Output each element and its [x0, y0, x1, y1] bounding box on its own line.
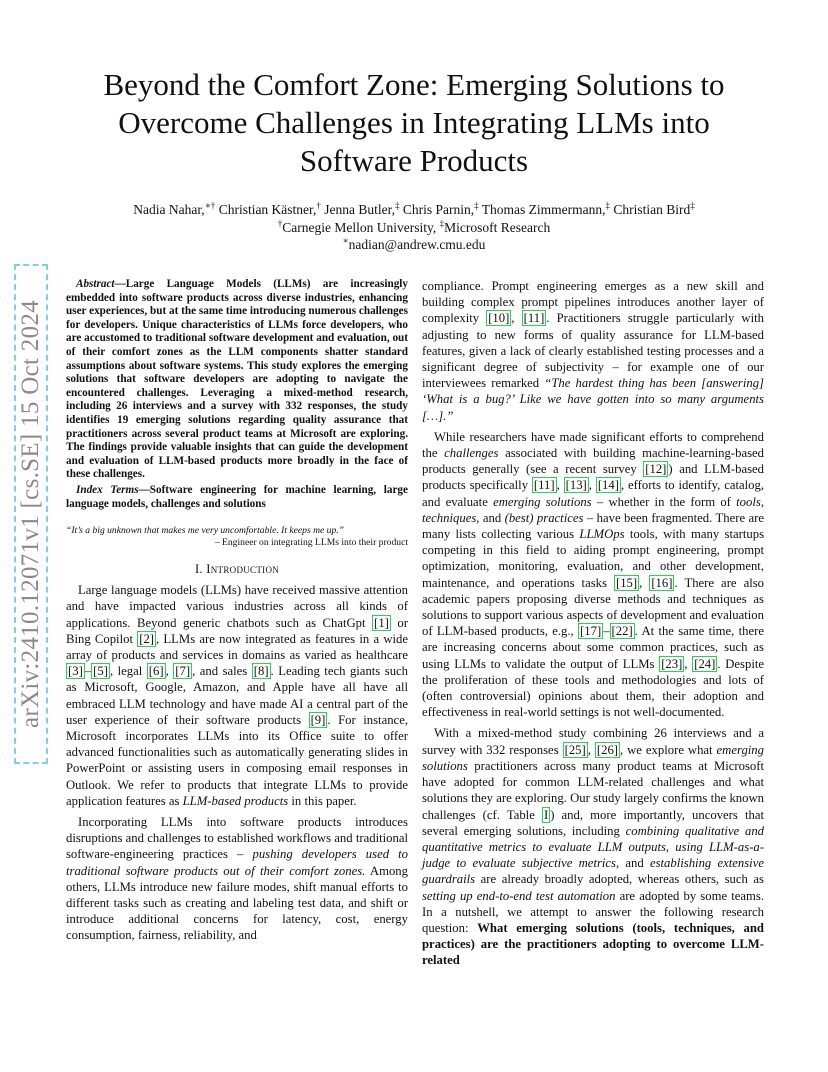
intro-paragraph-4	[422, 429, 764, 721]
text-run: are adopted by some teams. In a nutshell, we attempt to answer the following research question:	[422, 888, 764, 935]
text-run: in this paper.	[288, 793, 357, 808]
text-run: – whether in the form of	[591, 494, 737, 509]
intro-paragraph-3	[422, 278, 764, 424]
emphasis: challenges	[444, 446, 499, 461]
abstract-label: Abstract	[76, 278, 115, 290]
citation-link[interactable]: [5]	[93, 664, 108, 679]
index-terms-label: Index Terms	[76, 483, 139, 496]
text-run: With a mixed-method study combining 26 interviews and a survey with 332 responses	[422, 726, 764, 757]
citation-link[interactable]: [11]	[523, 311, 545, 326]
index-terms	[66, 484, 408, 511]
text-run: ,	[684, 656, 693, 671]
citation-link[interactable]: [17]	[580, 624, 602, 639]
citation-link[interactable]: [12]	[645, 462, 667, 477]
text-run: –	[603, 624, 610, 639]
emphasis: LLM-based products	[182, 793, 289, 808]
citation-link[interactable]: [8]	[253, 664, 269, 679]
text-run: ,	[588, 478, 596, 493]
text-run: . Leading tech giants such as Microsoft, Google, Amazon, and Apple have all have all embraced LLM technology and have made AI a central part of the user experience of their software products	[66, 664, 409, 727]
emphasis: LLMOps	[579, 527, 625, 542]
table-link[interactable]: I	[543, 807, 549, 822]
citation-link[interactable]: [1]	[374, 615, 389, 630]
text-run: or Bing Copilot	[66, 615, 408, 646]
text-run: –	[84, 664, 92, 679]
text-run: – have been fragmented. There are many lists collecting various	[422, 510, 764, 542]
email-address: nadian@andrew.cmu.edu	[348, 237, 486, 252]
text-run: ,	[665, 839, 676, 854]
text-run: While researchers have made significant efforts to comprehend the	[422, 429, 764, 461]
citation-link[interactable]: [2]	[139, 631, 155, 646]
text-run: , LLMs are now integrated as features in a wide array of products and services in domains as varied as healthcare	[66, 631, 408, 662]
intro-paragraph-5	[422, 725, 764, 968]
author-name: Christian Bird	[613, 202, 691, 217]
author-name: Christian Kästner,	[218, 202, 317, 217]
citation-link[interactable]: [3]	[68, 664, 83, 679]
text-run: Incorporating LLMs into software products introduces disruptions and challenges to established workflows and traditional software-engineering practices –	[66, 814, 408, 862]
citation-link[interactable]: [7]	[175, 664, 191, 679]
citation-link[interactable]: [23]	[661, 656, 683, 671]
left-column	[66, 278, 408, 949]
intro-paragraph-2	[66, 814, 408, 944]
author-name: Nadia Nahar,	[133, 202, 205, 217]
text-run: tools, with many startups competing in this field to aiding prompt engineering, prompt optimization, monitoring, evaluation, and other development, maintenance, and operations tasks	[422, 527, 765, 590]
emphasis: combining qualitative and quantitative metrics to evaluate LLM outputs	[422, 823, 765, 854]
author-name: Chris Parnin,	[402, 202, 475, 217]
section-numeral: I.	[194, 562, 203, 577]
citation-link[interactable]: [9]	[310, 712, 326, 727]
text-run: ) and, more importantly, uncovers that several emerging solutions, including	[422, 807, 764, 838]
author-mark: ∗†	[204, 200, 216, 211]
text-run: , and sales	[192, 664, 252, 679]
intro-paragraph-1	[66, 582, 408, 809]
title-line-1: Beyond the Comfort Zone: Emerging Solutions to	[103, 67, 725, 102]
affiliations	[60, 219, 768, 236]
section-title: Introduction	[206, 562, 280, 577]
text-run: ,	[760, 494, 764, 509]
arxiv-identifier-stamp	[14, 264, 48, 764]
author-mark: ‡	[605, 200, 610, 211]
affil-mark: ‡	[439, 218, 445, 229]
text-run: are already broadly adopted, whereas others, such as	[475, 872, 764, 887]
citation-link[interactable]: [25]	[564, 742, 586, 757]
emphasis: pushing developers used to traditional software products out of their comfort zones.	[66, 847, 408, 878]
emphasis: tools	[736, 494, 761, 509]
research-question: What emerging solutions (tools, techniques, and practices) are the practitioners adopting to overcome LLM-related	[422, 920, 764, 968]
text-run: Large language models (LLMs) have received massive attention and have impacted various industries across all kinds of applications. Beyond generic chatbots such as ChatGpt	[66, 583, 408, 630]
contact-email	[60, 236, 768, 253]
affil-mark: †	[277, 218, 283, 229]
emphasis: using LLM-as-a-judge to evaluate subjective metrics	[422, 839, 764, 871]
text-run: practitioners across many product teams at Microsoft have adopted for common LLM-related challenges and what solutions they are exploring. Our study largely confirms the known challenges (cf. Table	[422, 758, 764, 822]
text-run: ,	[587, 742, 595, 757]
epigraph-quote: “It’s a big unknown that makes me very uncomfortable. It keeps me up.”	[66, 525, 344, 537]
citation-link[interactable]: [26]	[596, 742, 619, 757]
text-run: . Practitioners struggle particularly with adjusting to new forms of quality assurance for LLM-based features, given a lack of clearly established testing processes and a significant degree of subjectivity – for example one of our interviewees remarked	[422, 311, 764, 391]
title-line-2: Overcome Challenges in Integrating LLMs into	[118, 105, 710, 140]
author-name: Thomas Zimmermann,	[481, 202, 606, 217]
text-run: ,	[639, 575, 650, 590]
citation-link[interactable]: [6]	[148, 664, 164, 679]
emphasis: “The hardest thing has been [answering] ‘What is a bug?’ Like we have gotten into so many arguments […].”	[422, 376, 764, 423]
arxiv-id: arXiv:2410.12071v1 [cs.SE] 15 Oct 2024	[17, 299, 44, 729]
text-run: . There are also academic papers proposing diverse methods and techniques as solutions to support various aspects of development and evaluation of LLM-based products, e.g.,	[422, 575, 765, 639]
text-run: , and	[476, 510, 505, 525]
affil-msr: Microsoft Research	[444, 220, 551, 235]
author-mark: ‡	[690, 200, 695, 211]
text-run: , we explore what	[620, 742, 717, 757]
emphasis: emerging solutions	[422, 742, 764, 773]
title-line-3: Software Products	[299, 143, 529, 178]
citation-link[interactable]: [16]	[651, 575, 673, 590]
index-terms-text: —Software engineering for machine learning, large language models, challenges and solutions	[66, 483, 408, 510]
text-run: Among others, LLMs introduce new failure modes, shift manual efforts to different tasks such as creating and labeling test data, and shift or introduce additional concerns for latency, cost, energy consumption, fairness, reliability, and	[66, 863, 408, 943]
author-name: Jenna Butler,	[324, 202, 395, 217]
emphasis: establishing extensive guardrails	[422, 856, 764, 887]
emphasis: setting up end-to-end test automation	[422, 888, 616, 903]
right-column	[422, 278, 764, 974]
paper-title	[60, 66, 768, 180]
citation-link[interactable]: [15]	[615, 575, 638, 590]
text-run: , legal	[109, 664, 147, 679]
text-run: . For instance, Microsoft incorporates LLMs into its Office suite to offer advanced functionalities such as automatically generating slides in PowerPoint or assisting users in composing email responses in Outlook. We refer to products that integrate LLMs to provide application features as	[66, 712, 408, 808]
emphasis: (best) practices	[504, 510, 584, 525]
section-heading	[66, 562, 408, 577]
author-mark: ‡	[394, 200, 400, 211]
text-run: ,	[511, 311, 522, 326]
text-run: , and	[616, 856, 650, 871]
text-run: associated with building machine-learning-based products generally (see a recent survey	[422, 446, 764, 477]
affil-cmu: Carnegie Mellon University,	[282, 220, 437, 235]
emphasis: emerging solutions	[493, 494, 592, 509]
text-run: , efforts to identify, catalog, and evaluate	[422, 478, 764, 509]
text-run: ) and LLM-based products specifically	[422, 462, 764, 493]
author-list	[60, 201, 768, 219]
author-mark: †	[316, 200, 321, 211]
epigraph-attribution: – Engineer on integrating LLMs into their product	[214, 537, 408, 549]
citation-link[interactable]: [22]	[611, 624, 633, 639]
text-run: . At the same time, there are increasing concerns about some common practices, such as using LLMs to validate the output of LLMs	[422, 624, 764, 671]
abstract-text: —Large Language Models (LLMs) are increasingly embedded into software products across diverse industries, enhancing user experiences, but at the same time introducing numerous challenges for developers. Unique characteristics of LLMs force developers, who are accustomed to traditional software development and evaluation, out of their comfort zones as the LLM components shatter standard assumptions about software systems. This study explores the emerging solutions that software developers are adopting to navigate the encountered challenges. Leveraging a mixed-method research, including 26 interviews and a survey with 332 responses, the study identifies 19 emerging solutions regarding quality assurance that practitioners across several product teams at Microsoft are exploring. The findings provide valuable insights that can guide the development and evaluation of LLM-based products more broadly in the face of these challenges.	[66, 278, 408, 481]
citation-link[interactable]: [24]	[694, 656, 716, 671]
text-run: . Despite the proliferation of these tools and methodologies and lots of (often controversial) opinions about them, their adoption and effectiveness in real-world settings is not well-documented.	[422, 656, 765, 720]
citation-link[interactable]: [11]	[533, 478, 555, 493]
abstract	[66, 278, 408, 482]
author-mark: ‡	[474, 200, 479, 211]
text-run: ,	[165, 664, 174, 679]
citation-link[interactable]: [13]	[565, 478, 587, 493]
citation-link[interactable]: [10]	[488, 311, 510, 326]
emphasis: techniques	[422, 510, 477, 525]
text-run: compliance. Prompt engineering emerges as a new skill and building complex prompt pipelines introduces another layer of complexity	[422, 279, 764, 326]
text-run: ,	[556, 478, 564, 493]
email-mark: ∗	[342, 235, 349, 246]
citation-link[interactable]: [14]	[597, 478, 619, 493]
